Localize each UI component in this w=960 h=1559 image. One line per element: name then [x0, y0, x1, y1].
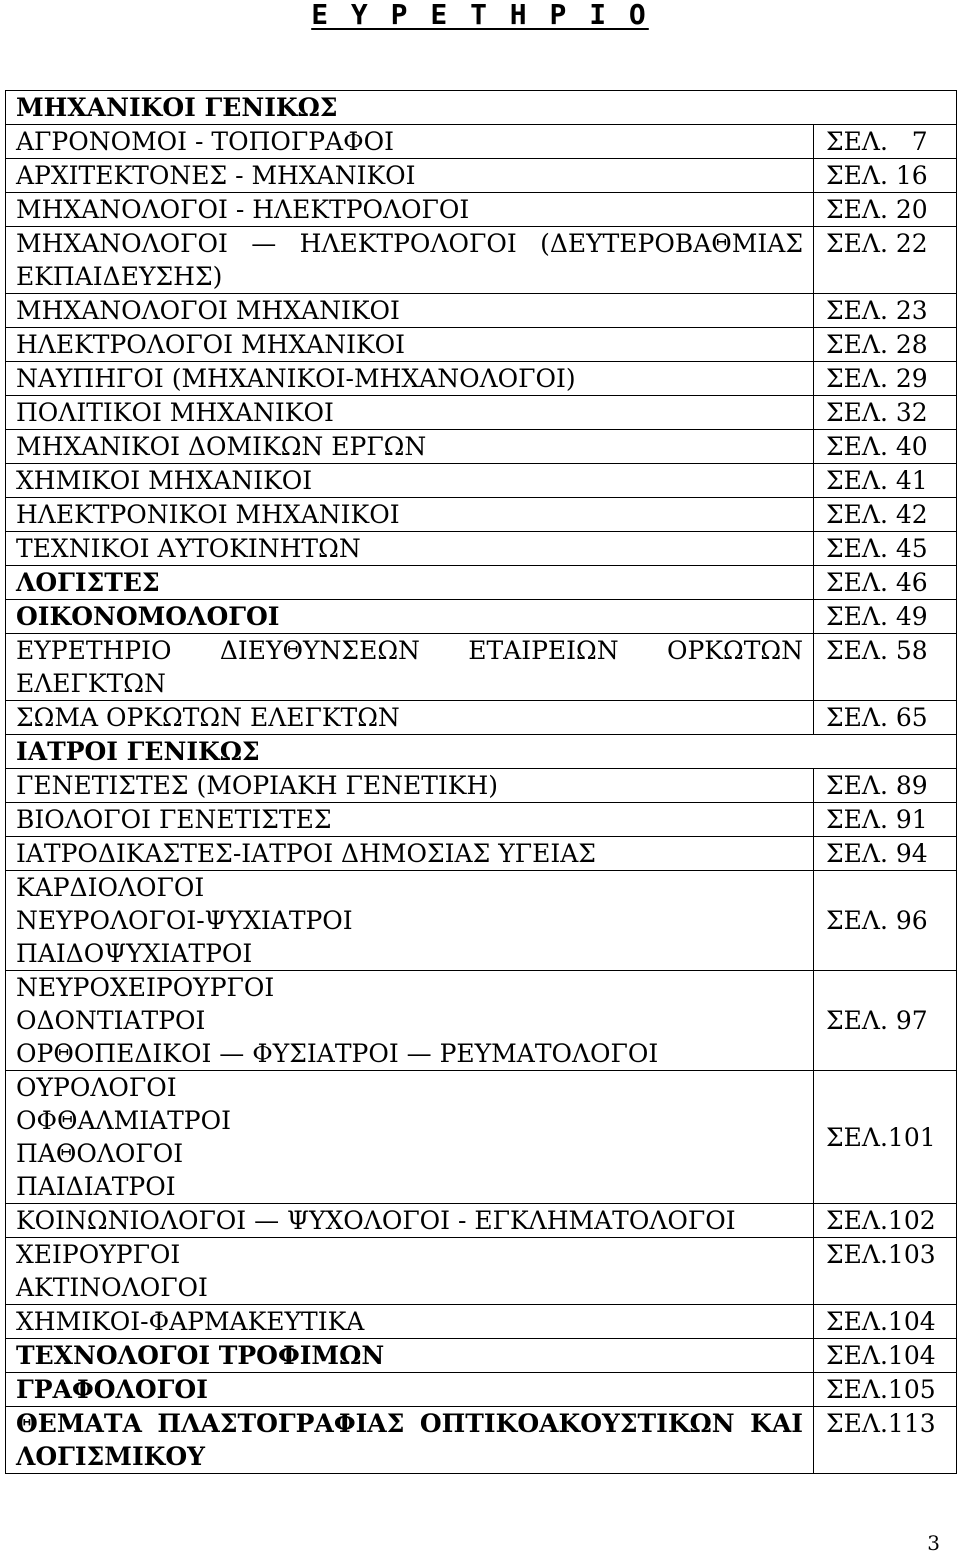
entry-name: ΓΕΝΕΤΙΣΤΕΣ (ΜΟΡΙΑΚΗ ΓΕΝΕΤΙΚΗ)	[6, 769, 814, 803]
entry-page: ΣΕΛ. 16	[814, 159, 957, 193]
index-row	[6, 362, 957, 396]
index-row	[6, 1407, 957, 1474]
entry-name: ΗΛΕΚΤΡΟΝΙΚΟΙ ΜΗΧΑΝΙΚΟΙ	[6, 498, 814, 532]
entry-name: ΟΙΚΟΝΟΜΟΛΟΓΟΙ	[6, 600, 814, 634]
entry-name: ΙΑΤΡΟΔΙΚΑΣΤΕΣ-ΙΑΤΡΟΙ ΔΗΜΟΣΙΑΣ ΥΓΕΙΑΣ	[6, 837, 814, 871]
entry-name: ΛΟΓΙΣΤΕΣ	[6, 566, 814, 600]
entry-line: ΚΑΡΔΙΟΛΟΓΟΙ	[16, 873, 205, 902]
index-row	[6, 464, 957, 498]
index-row	[6, 803, 957, 837]
entry-page: ΣΕΛ. 58	[814, 634, 957, 701]
page-title: Ε Υ Ρ Ε Τ Η Ρ Ι Ο	[311, 0, 649, 31]
entry-name: ΣΩΜΑ ΟΡΚΩΤΩΝ ΕΛΕΓΚΤΩΝ	[6, 701, 814, 735]
entry-line: ΠΑΙΔΟΨΥΧΙΑΤΡΟΙ	[16, 939, 253, 968]
section-header-doctors	[6, 735, 957, 769]
entry-name: ΕΥΡΕΤΗΡΙΟ ΔΙΕΥΘΥΝΣΕΩΝ ΕΤΑΙΡΕΙΩΝ ΟΡΚΩΤΩΝ ΕΛΕΓΚΤΩΝ	[6, 634, 814, 701]
entry-name-group	[6, 1238, 814, 1305]
entry-line: ΟΔΟΝΤΙΑΤΡΟΙ	[16, 1006, 206, 1035]
entry-page: ΣΕΛ. 32	[814, 396, 957, 430]
index-row	[6, 1373, 957, 1407]
entry-page: ΣΕΛ. 22	[814, 227, 957, 294]
index-row	[6, 498, 957, 532]
index-row	[6, 193, 957, 227]
index-row	[6, 1305, 957, 1339]
entry-name: ΜΗΧΑΝΟΛΟΓΟΙ - ΗΛΕΚΤΡΟΛΟΓΟΙ	[6, 193, 814, 227]
entry-name: ΝΑΥΠΗΓΟΙ (ΜΗΧΑΝΙΚΟΙ-ΜΗΧΑΝΟΛΟΓΟΙ)	[6, 362, 814, 396]
entry-name: ΚΟΙΝΩΝΙΟΛΟΓΟΙ — ΨΥΧΟΛΟΓΟΙ - ΕΓΚΛΗΜΑΤΟΛΟΓΟΙ	[6, 1204, 814, 1238]
entry-name: ΤΕΧΝΟΛΟΓΟΙ ΤΡΟΦΙΜΩΝ	[6, 1339, 814, 1373]
entry-page: ΣΕΛ. 23	[814, 294, 957, 328]
section-header-engineers	[6, 91, 957, 125]
entry-page: ΣΕΛ. 96	[814, 871, 957, 971]
index-row	[6, 328, 957, 362]
entry-page: ΣΕΛ. 28	[814, 328, 957, 362]
entry-page: ΣΕΛ.104	[814, 1339, 957, 1373]
entry-page: ΣΕΛ.104	[814, 1305, 957, 1339]
entry-page: ΣΕΛ. 97	[814, 971, 957, 1071]
index-row	[6, 701, 957, 735]
entry-line: ΠΑΙΔΙΑΤΡΟΙ	[16, 1172, 176, 1201]
index-group-row	[6, 1238, 957, 1305]
index-row	[6, 837, 957, 871]
entry-line: ΟΦΘΑΛΜΙΑΤΡΟΙ	[16, 1106, 231, 1135]
entry-page: ΣΕΛ. 42	[814, 498, 957, 532]
entry-line: ΟΥΡΟΛΟΓΟΙ	[16, 1073, 177, 1102]
index-row	[6, 769, 957, 803]
entry-page: ΣΕΛ. 65	[814, 701, 957, 735]
index-group-row	[6, 971, 957, 1071]
index-row	[6, 634, 957, 701]
entry-page: ΣΕΛ. 46	[814, 566, 957, 600]
entry-page: ΣΕΛ. 89	[814, 769, 957, 803]
section-title: ΜΗΧΑΝΙΚΟΙ ΓΕΝΙΚΩΣ	[6, 91, 957, 125]
entry-name: ΠΟΛΙΤΙΚΟΙ ΜΗΧΑΝΙΚΟΙ	[6, 396, 814, 430]
page-number: 3	[927, 1531, 940, 1555]
entry-line: ΠΑΘΟΛΟΓΟΙ	[16, 1139, 184, 1168]
entry-page: ΣΕΛ.102	[814, 1204, 957, 1238]
index-group-row	[6, 871, 957, 971]
entry-line: ΟΡΘΟΠΕΔΙΚΟΙ — ΦΥΣΙΑΤΡΟΙ — ΡΕΥΜΑΤΟΛΟΓΟΙ	[16, 1039, 659, 1068]
entry-page: ΣΕΛ. 29	[814, 362, 957, 396]
entry-line: ΑΚΤΙΝΟΛΟΓΟΙ	[16, 1273, 208, 1302]
entry-name: ΧΗΜΙΚΟΙ ΜΗΧΑΝΙΚΟΙ	[6, 464, 814, 498]
entry-page: ΣΕΛ. 45	[814, 532, 957, 566]
entry-line: ΝΕΥΡΟΧΕΙΡΟΥΡΓΟΙ	[16, 973, 275, 1002]
index-row	[6, 125, 957, 159]
entry-name: ΑΡΧΙΤΕΚΤΟΝΕΣ - ΜΗΧΑΝΙΚΟΙ	[6, 159, 814, 193]
entry-page: ΣΕΛ.105	[814, 1373, 957, 1407]
index-row	[6, 430, 957, 464]
entry-name: ΤΕΧΝΙΚΟΙ ΑΥΤΟΚΙΝΗΤΩΝ	[6, 532, 814, 566]
entry-name: ΑΓΡΟΝΟΜΟΙ - ΤΟΠΟΓΡΑΦΟΙ	[6, 125, 814, 159]
entry-name-group	[6, 1071, 814, 1204]
entry-line: ΧΕΙΡΟΥΡΓΟΙ	[16, 1240, 181, 1269]
index-row	[6, 1339, 957, 1373]
index-row	[6, 294, 957, 328]
entry-page: ΣΕΛ.113	[814, 1407, 957, 1474]
index-row	[6, 396, 957, 430]
entry-name-group	[6, 971, 814, 1071]
entry-name: ΒΙΟΛΟΓΟΙ ΓΕΝΕΤΙΣΤΕΣ	[6, 803, 814, 837]
entry-name: ΓΡΑΦΟΛΟΓΟΙ	[6, 1373, 814, 1407]
entry-page: ΣΕΛ. 94	[814, 837, 957, 871]
section-title: ΙΑΤΡΟΙ ΓΕΝΙΚΩΣ	[6, 735, 957, 769]
entry-line: ΝΕΥΡΟΛΟΓΟΙ-ΨΥΧΙΑΤΡΟΙ	[16, 906, 353, 935]
entry-page: ΣΕΛ. 49	[814, 600, 957, 634]
index-row	[6, 227, 957, 294]
entry-page: ΣΕΛ.101	[814, 1071, 957, 1204]
index-row	[6, 600, 957, 634]
entry-page: ΣΕΛ. 7	[814, 125, 957, 159]
entry-page: ΣΕΛ. 20	[814, 193, 957, 227]
index-row	[6, 1204, 957, 1238]
entry-name: ΘΕΜΑΤΑ ΠΛΑΣΤΟΓΡΑΦΙΑΣ ΟΠΤΙΚΟΑΚΟΥΣΤΙΚΩΝ ΚΑΙ ΛΟΓΙΣΜΙΚΟΥ	[6, 1407, 814, 1474]
index-row	[6, 159, 957, 193]
entry-page: ΣΕΛ. 41	[814, 464, 957, 498]
entry-page: ΣΕΛ. 40	[814, 430, 957, 464]
entry-page: ΣΕΛ.103	[814, 1238, 957, 1305]
entry-name: ΧΗΜΙΚΟΙ-ΦΑΡΜΑΚΕΥΤΙΚΑ	[6, 1305, 814, 1339]
entry-name-group	[6, 871, 814, 971]
entry-page: ΣΕΛ. 91	[814, 803, 957, 837]
index-table	[5, 90, 957, 1474]
index-group-row	[6, 1071, 957, 1204]
index-row	[6, 566, 957, 600]
index-row	[6, 532, 957, 566]
entry-name: ΜΗΧΑΝΟΛΟΓΟΙ ΜΗΧΑΝΙΚΟΙ	[6, 294, 814, 328]
entry-name: ΜΗΧΑΝΙΚΟΙ ΔΟΜΙΚΩΝ ΕΡΓΩΝ	[6, 430, 814, 464]
entry-name: ΗΛΕΚΤΡΟΛΟΓΟΙ ΜΗΧΑΝΙΚΟΙ	[6, 328, 814, 362]
entry-name: ΜΗΧΑΝΟΛΟΓΟΙ — ΗΛΕΚΤΡΟΛΟΓΟΙ (ΔΕΥΤΕΡΟΒΑΘΜΙΑΣ ΕΚΠΑΙΔΕΥΣΗΣ)	[6, 227, 814, 294]
